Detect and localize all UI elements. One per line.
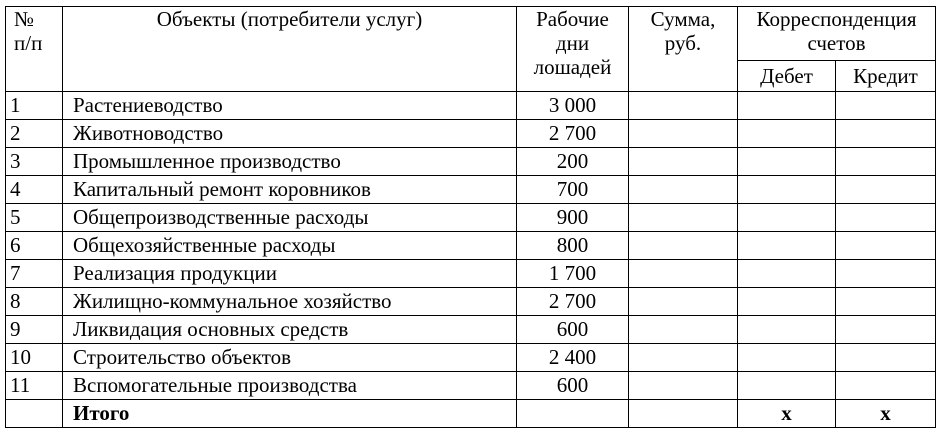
header-corr-line2: счетов <box>807 31 866 55</box>
row-object: Общехозяйственные расходы <box>63 232 517 260</box>
total-sum <box>629 400 738 428</box>
row-debit <box>738 372 836 400</box>
row-num: 10 <box>6 344 63 372</box>
row-days: 1 700 <box>517 260 629 288</box>
header-num-line1: № <box>14 7 35 31</box>
row-object: Животноводство <box>63 120 517 148</box>
row-days: 700 <box>517 176 629 204</box>
row-sum <box>629 148 738 176</box>
table-row <box>6 92 936 120</box>
header-num-line2: п/п <box>14 31 43 55</box>
header-days-line2: дни <box>555 31 590 55</box>
row-num: 2 <box>6 120 63 148</box>
header-objects-label: Объекты (потребители услуг) <box>156 7 423 31</box>
row-credit <box>836 148 936 176</box>
row-days: 2 700 <box>517 120 629 148</box>
row-debit <box>738 120 836 148</box>
row-debit <box>738 232 836 260</box>
row-object: Растениеводство <box>63 92 517 120</box>
row-num: 1 <box>6 92 63 120</box>
header-objects <box>63 7 517 92</box>
header-num <box>6 7 63 92</box>
row-days: 600 <box>517 372 629 400</box>
row-sum <box>629 232 738 260</box>
table-row <box>6 176 936 204</box>
header-correspondence <box>738 7 936 61</box>
row-credit <box>836 260 936 288</box>
row-debit <box>738 148 836 176</box>
row-num: 4 <box>6 176 63 204</box>
table-row <box>6 204 936 232</box>
row-num: 8 <box>6 288 63 316</box>
row-sum <box>629 120 738 148</box>
row-credit <box>836 372 936 400</box>
row-days: 800 <box>517 232 629 260</box>
table-row <box>6 120 936 148</box>
table-row <box>6 288 936 316</box>
row-object: Жилищно-коммунальное хозяйство <box>63 288 517 316</box>
row-sum <box>629 288 738 316</box>
row-sum <box>629 176 738 204</box>
row-debit <box>738 176 836 204</box>
row-credit <box>836 288 936 316</box>
row-credit <box>836 316 936 344</box>
header-sum-line1: Сумма, <box>650 7 716 31</box>
row-days: 600 <box>517 316 629 344</box>
row-sum <box>629 316 738 344</box>
row-sum <box>629 372 738 400</box>
row-debit <box>738 260 836 288</box>
row-debit <box>738 316 836 344</box>
header-sum-line2: руб. <box>664 31 702 55</box>
row-sum <box>629 260 738 288</box>
total-label: Итого <box>63 400 517 428</box>
header-sum <box>629 7 738 92</box>
table-row <box>6 148 936 176</box>
header-debit: Дебет <box>738 60 836 91</box>
row-days: 200 <box>517 148 629 176</box>
row-debit <box>738 288 836 316</box>
row-debit <box>738 344 836 372</box>
header-credit: Кредит <box>836 60 936 91</box>
table-row <box>6 372 936 400</box>
row-num: 3 <box>6 148 63 176</box>
total-debit: х <box>738 400 836 428</box>
row-object: Ликвидация основных средств <box>63 316 517 344</box>
row-object: Капитальный ремонт коровников <box>63 176 517 204</box>
row-days: 2 700 <box>517 288 629 316</box>
header-days-line1: Рабочие <box>536 7 609 31</box>
row-object: Промышленное производство <box>63 148 517 176</box>
row-num: 5 <box>6 204 63 232</box>
row-sum <box>629 344 738 372</box>
horse-workdays-table <box>5 6 936 428</box>
row-object: Реализация продукции <box>63 260 517 288</box>
row-days: 2 400 <box>517 344 629 372</box>
row-credit <box>836 176 936 204</box>
table-row <box>6 260 936 288</box>
row-days: 900 <box>517 204 629 232</box>
row-num: 6 <box>6 232 63 260</box>
total-row <box>6 400 936 428</box>
total-days <box>517 400 629 428</box>
total-credit: х <box>836 400 936 428</box>
header-row-1 <box>6 7 936 61</box>
table-row <box>6 232 936 260</box>
header-days <box>517 7 629 92</box>
row-credit <box>836 232 936 260</box>
table-row <box>6 344 936 372</box>
row-num: 11 <box>6 372 63 400</box>
row-credit <box>836 344 936 372</box>
row-credit <box>836 204 936 232</box>
row-sum <box>629 204 738 232</box>
row-object: Общепроизводственные расходы <box>63 204 517 232</box>
row-days: 3 000 <box>517 92 629 120</box>
row-object: Вспомогательные производства <box>63 372 517 400</box>
header-days-line3: лошадей <box>533 55 612 79</box>
row-sum <box>629 92 738 120</box>
row-num: 9 <box>6 316 63 344</box>
row-credit <box>836 120 936 148</box>
row-credit <box>836 92 936 120</box>
row-object: Строительство объектов <box>63 344 517 372</box>
row-num: 7 <box>6 260 63 288</box>
header-corr-line1: Корреспонденция <box>756 7 917 31</box>
row-debit <box>738 204 836 232</box>
table-row <box>6 316 936 344</box>
row-debit <box>738 92 836 120</box>
total-num <box>6 400 63 428</box>
